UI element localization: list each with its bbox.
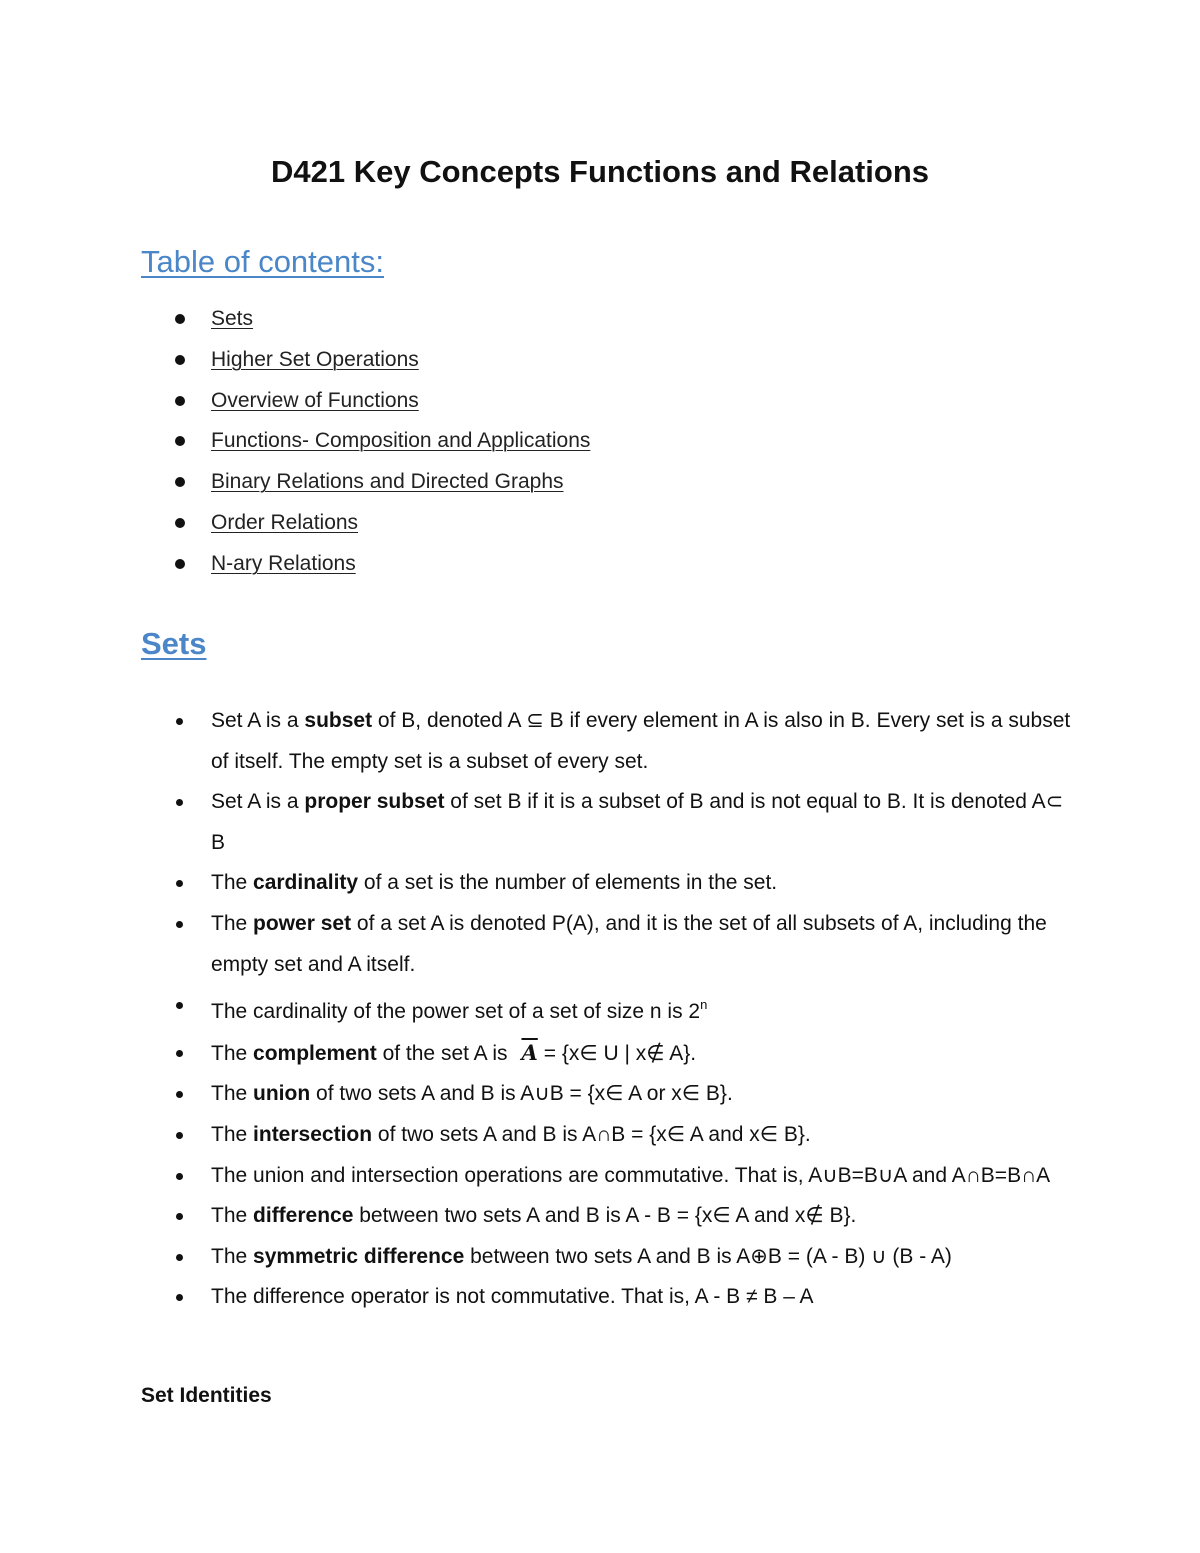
set-identities-heading: Set Identities — [141, 1384, 272, 1407]
list-item — [141, 1277, 1071, 1318]
term-symmetric-difference: symmetric difference — [253, 1244, 465, 1268]
item-text: of a set is the number of elements in the set. — [358, 871, 778, 895]
item-text: of B, denoted A ⊆ B if every element in A is also in B. Every set is a subset of itself. The empty set is a subset of every set. — [211, 709, 1071, 773]
list-item — [141, 1115, 1071, 1156]
item-text: The — [211, 1122, 254, 1146]
bullet-icon — [175, 355, 185, 365]
bullet-icon — [176, 1002, 183, 1009]
superscript: n — [700, 997, 708, 1013]
list-item — [141, 1237, 1071, 1278]
term-cardinality: cardinality — [253, 871, 359, 895]
bullet-icon — [176, 1294, 183, 1301]
item-text: of set B if it is a subset of B and is not equal to B. It is denoted A⊂ B — [211, 790, 1064, 854]
item-text: of two sets A and B is A∩B = {x∈ A and x∈ B}. — [372, 1122, 811, 1146]
list-item — [141, 985, 1071, 1033]
item-text: The — [211, 911, 254, 935]
toc-link-order-relations[interactable]: Order Relations — [211, 510, 359, 534]
bullet-icon — [176, 718, 183, 725]
list-item — [141, 863, 1071, 904]
bullet-icon — [175, 559, 185, 569]
item-text: The — [211, 1082, 254, 1106]
list-item — [141, 1196, 1071, 1237]
toc-item-n-ary-relations — [141, 544, 590, 585]
item-text: = {x∈ U | x∉ A}. — [543, 1041, 697, 1065]
toc-heading[interactable]: Table of contents: — [141, 244, 384, 279]
list-item — [141, 1156, 1071, 1197]
toc-item-functions-composition — [141, 421, 590, 462]
term-difference: difference — [253, 1204, 354, 1228]
toc-item-sets — [141, 299, 590, 340]
document-title: D421 Key Concepts Functions and Relations — [270, 154, 930, 189]
bullet-icon — [176, 880, 183, 887]
term-complement: complement — [253, 1041, 377, 1065]
toc-link-sets[interactable]: Sets — [211, 307, 254, 330]
item-text: The — [211, 1204, 254, 1228]
list-item — [141, 701, 1071, 782]
bullet-icon — [176, 1173, 183, 1180]
term-subset: subset — [304, 709, 373, 732]
term-intersection: intersection — [253, 1122, 373, 1146]
table-of-contents — [141, 299, 590, 585]
bullet-icon — [176, 1213, 183, 1220]
list-item — [141, 1074, 1071, 1115]
item-text: of the set A is — [376, 1041, 508, 1065]
list-item — [141, 1033, 1071, 1075]
bullet-icon — [176, 921, 183, 928]
bullet-icon — [175, 518, 185, 528]
toc-link-binary-relations[interactable]: Binary Relations and Directed Graphs — [211, 470, 564, 494]
bullet-icon — [175, 436, 185, 446]
item-text: between two sets A and B is A - B = {x∈ A and x∉ B}. — [353, 1204, 857, 1228]
bullet-icon — [176, 799, 183, 806]
item-text: The union and intersection operations are commutative. That is, A∪B=B∪A and A∩B=B∩A — [211, 1163, 1051, 1187]
toc-link-higher-set-operations[interactable]: Higher Set Operations — [211, 347, 419, 371]
item-text: The — [211, 1041, 254, 1065]
toc-item-order-relations — [141, 503, 590, 544]
toc-link-overview-of-functions[interactable]: Overview of Functions — [211, 388, 419, 412]
bullet-icon — [175, 396, 185, 406]
list-item — [141, 904, 1071, 985]
toc-item-higher-set-operations — [141, 340, 590, 381]
item-text: between two sets A and B is A⊕B = (A - B) ∪ (B - A) — [464, 1244, 952, 1268]
sets-concept-list — [141, 701, 1071, 1318]
item-text: The difference operator is not commutative. That is, A - B ≠ B – A — [211, 1285, 814, 1309]
item-text: Set A is a — [211, 709, 305, 732]
item-text: of a set A is denoted P(A), and it is the set of all subsets of A, including the empty set and A itself. — [211, 911, 1047, 976]
bullet-icon — [176, 1254, 183, 1261]
item-text: The cardinality of the power set of a set of size n is 2 — [211, 1000, 701, 1024]
bullet-icon — [175, 314, 185, 324]
bullet-icon — [175, 477, 185, 487]
item-text: Set A is a — [211, 790, 305, 814]
term-union: union — [253, 1082, 311, 1106]
term-proper-subset: proper subset — [304, 790, 445, 814]
item-text: The — [211, 871, 254, 895]
toc-link-functions-composition[interactable]: Functions- Composition and Applications — [211, 429, 591, 453]
list-item — [141, 782, 1071, 863]
complement-symbol: $\overline{A}$ — [521, 1039, 538, 1065]
bullet-icon — [176, 1050, 183, 1057]
toc-item-overview-of-functions — [141, 381, 590, 422]
toc-link-n-ary-relations[interactable]: N-ary Relations — [211, 551, 356, 575]
item-text: The — [211, 1244, 254, 1268]
item-text: of two sets A and B is A∪B = {x∈ A or x∈ B}. — [310, 1082, 733, 1106]
sets-heading[interactable]: Sets — [141, 626, 207, 661]
toc-item-binary-relations — [141, 462, 590, 503]
bullet-icon — [176, 1091, 183, 1098]
term-power-set: power set — [253, 911, 352, 935]
bullet-icon — [176, 1132, 183, 1139]
